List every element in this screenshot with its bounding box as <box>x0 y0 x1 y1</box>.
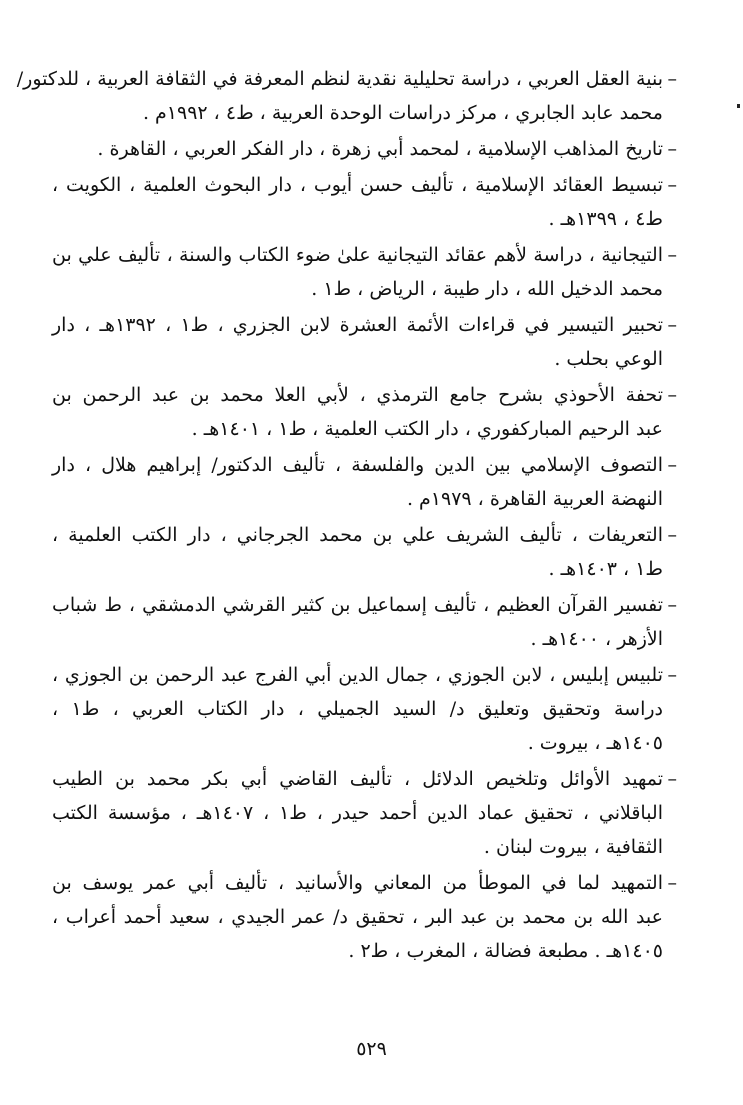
entry-line: تحفة الأحوذي بشرح جامع الترمذي ، لأبي العلا محمد بن عبد الرحمن بن <box>52 384 663 406</box>
entry-dash: – <box>667 524 677 546</box>
entry-dash: – <box>667 454 677 476</box>
entry-line: تمهيد الأوائل وتلخيص الدلائل ، تأليف القاضي أبي بكر محمد بن الطيب <box>52 768 663 790</box>
entry-line: عبد الله بن محمد بن عبد البر ، تحقيق د/ عمر الجيدي ، سعيد أحمد أعراب ، <box>52 906 663 928</box>
bibliography-entry <box>52 866 677 968</box>
bibliography-list <box>16 62 677 970</box>
entry-line: ١٤٠٥هـ ، بيروت . <box>527 732 663 754</box>
entry-line: الوعي بحلب . <box>554 348 663 370</box>
entry-dash: – <box>667 244 677 266</box>
entry-dash: – <box>667 872 677 894</box>
entry-dash: – <box>667 768 677 790</box>
entry-line: محمد عابد الجابري ، مركز دراسات الوحدة العربية ، ط٤ ، ١٩٩٢م . <box>142 102 663 124</box>
bibliography-entry <box>52 588 677 656</box>
bibliography-entry <box>52 308 677 376</box>
bibliography-entry <box>52 762 677 864</box>
entry-line: تلبيس إبليس ، لابن الجوزي ، جمال الدين أبي الفرج عبد الرحمن بن الجوزي ، <box>52 664 663 686</box>
bibliography-entry <box>52 378 677 446</box>
entry-line: التصوف الإسلامي بين الدين والفلسفة ، تأليف الدكتور/ إبراهيم هلال ، دار <box>52 454 663 476</box>
bibliography-entry <box>52 168 677 236</box>
entry-line: الثقافية ، بيروت لبنان . <box>483 836 663 858</box>
page-number: ٥٢٩ <box>356 1038 387 1060</box>
entry-line: التمهيد لما في الموطأ من المعاني والأسانيد ، تأليف أبي عمر يوسف بن <box>52 872 663 894</box>
entry-line: ط٤ ، ١٣٩٩هـ . <box>548 208 663 230</box>
entry-line: تاريخ المذاهب الإسلامية ، لمحمد أبي زهرة ، دار الفكر العربي ، القاهرة . <box>97 138 663 160</box>
bibliography-entry <box>52 132 677 166</box>
entry-line: ١٤٠٥هـ . مطبعة فضالة ، المغرب ، ط٢ . <box>348 940 663 962</box>
bibliography-entry <box>52 658 677 760</box>
entry-line: الأزهر ، ١٤٠٠هـ . <box>530 628 663 650</box>
entry-dash: – <box>667 314 677 336</box>
entry-line: التيجانية ، دراسة لأهم عقائد التيجانية علىٰ ضوء الكتاب والسنة ، تأليف علي بن <box>52 244 663 266</box>
bibliography-entry <box>16 62 677 130</box>
entry-line: الباقلاني ، تحقيق عماد الدين أحمد حيدر ، ط١ ، ١٤٠٧هـ ، مؤسسة الكتب <box>52 802 663 824</box>
entry-line: دراسة وتحقيق وتعليق د/ السيد الجميلي ، دار الكتاب العربي ، ط١ ، <box>52 698 664 720</box>
entry-dash: – <box>667 594 677 616</box>
bibliography-entry <box>52 448 677 516</box>
entry-line: محمد الدخيل الله ، دار طيبة ، الرياض ، ط١ . <box>311 278 663 300</box>
entry-line: تفسير القرآن العظيم ، تأليف إسماعيل بن كثير القرشي الدمشقي ، ط شباب <box>52 594 663 616</box>
margin-mark <box>737 104 740 108</box>
entry-dash: – <box>667 384 677 406</box>
entry-line: ط١ ، ١٤٠٣هـ . <box>548 558 663 580</box>
entry-dash: – <box>667 664 677 686</box>
bibliography-entry <box>52 518 677 586</box>
entry-dash: – <box>667 174 677 196</box>
entry-line: بنية العقل العربي ، دراسة تحليلية نقدية لنظم المعرفة في الثقافة العربية ، للدكتور/ <box>16 68 663 90</box>
entry-line: النهضة العربية القاهرة ، ١٩٧٩م . <box>406 488 663 510</box>
entry-line: تبسيط العقائد الإسلامية ، تأليف حسن أيوب ، دار البحوث العلمية ، الكويت ، <box>52 174 663 196</box>
entry-dash: – <box>667 68 677 90</box>
entry-line: التعريفات ، تأليف الشريف علي بن محمد الجرجاني ، دار الكتب العلمية ، <box>52 524 663 546</box>
bibliography-entry <box>52 238 677 306</box>
entry-line: عبد الرحيم المباركفوري ، دار الكتب العلمية ، ط١ ، ١٤٠١هـ . <box>191 418 663 440</box>
entry-dash: – <box>667 138 677 160</box>
entry-line: تحبير التيسير في قراءات الأئمة العشرة لابن الجزري ، ط١ ، ١٣٩٢هـ ، دار <box>52 314 663 336</box>
